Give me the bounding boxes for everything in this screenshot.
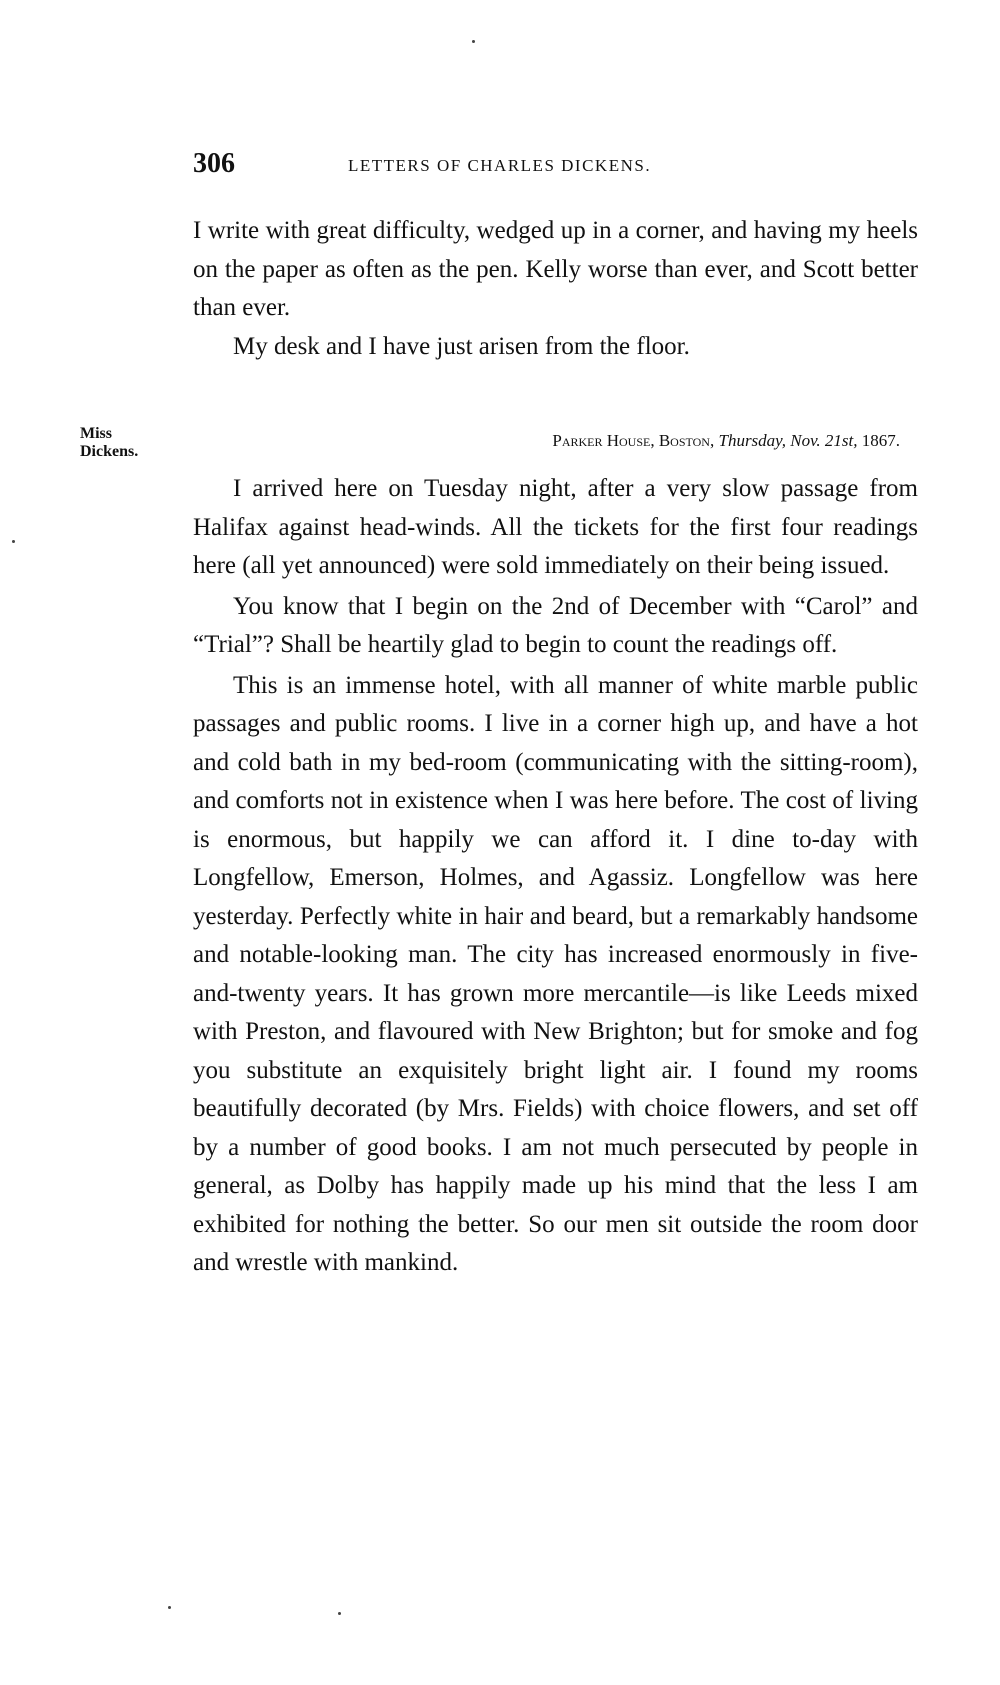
letter-dateline [380,431,900,451]
page-number: 306 [193,148,235,179]
continued-letter [193,212,918,366]
scan-speck [168,1606,171,1609]
dateline-date: Thursday, Nov. 21st, [718,431,858,450]
dateline-place: Parker House, Boston, [552,431,715,450]
dateline-year: 1867. [861,431,900,450]
letter-body [193,470,918,1283]
paragraph: You know that I begin on the 2nd of December with “Carol” and “Trial”? Shall be heartily glad to begin to count the readings off. [193,592,918,658]
running-head [193,148,913,188]
paragraph: This is an immense hotel, with all manner of white marble public passages and public rooms. I live in a corner high up, and have a hot and cold bath in my bed-room (communicating with the sitting-room), and comforts not in existence when I was here before. The cost of living is enormous, but happily we can afford it. I dine to-day with Longfellow, Emerson, Holmes, and Agassiz. Longfellow was here yesterday. Perfectly white in hair and beard, but a remarkably handsome and notable-looking man. The city has increased enormously in five-and-twenty years. It has grown more mercantile—is like Leeds mixed with Preston, and flavoured with New Brighton; but for smoke and fog you substitute an exquisitely bright light air. I found my rooms beautifully decorated (by Mrs. Fields) with choice flowers, and set off by a number of good books. I am not much persecuted by people in general, as Dolby has happily made up his mind that the less I am exhibited for nothing the better. So our men sit outside the room door and wrestle with mankind. [193,671,918,1276]
running-title: LETTERS OF CHARLES DICKENS. [348,156,652,175]
recipient-note-line: Miss [80,425,112,442]
recipient-margin-note [80,425,138,461]
paragraph: I write with great difficulty, wedged up in a corner, and having my heels on the paper as often as the pen. Kelly worse than ever, and Scott better than ever. [193,217,918,321]
scan-speck [12,540,15,543]
recipient-note-line: Dickens. [80,443,139,460]
scan-speck [472,40,475,43]
paragraph: I arrived here on Tuesday night, after a very slow passage from Halifax against head-winds. All the tickets for the first four readings here (all yet announced) were sold immediately on their being issued. [193,475,918,579]
paragraph: My desk and I have just arisen from the floor. [233,332,690,360]
scan-speck [338,1612,341,1615]
